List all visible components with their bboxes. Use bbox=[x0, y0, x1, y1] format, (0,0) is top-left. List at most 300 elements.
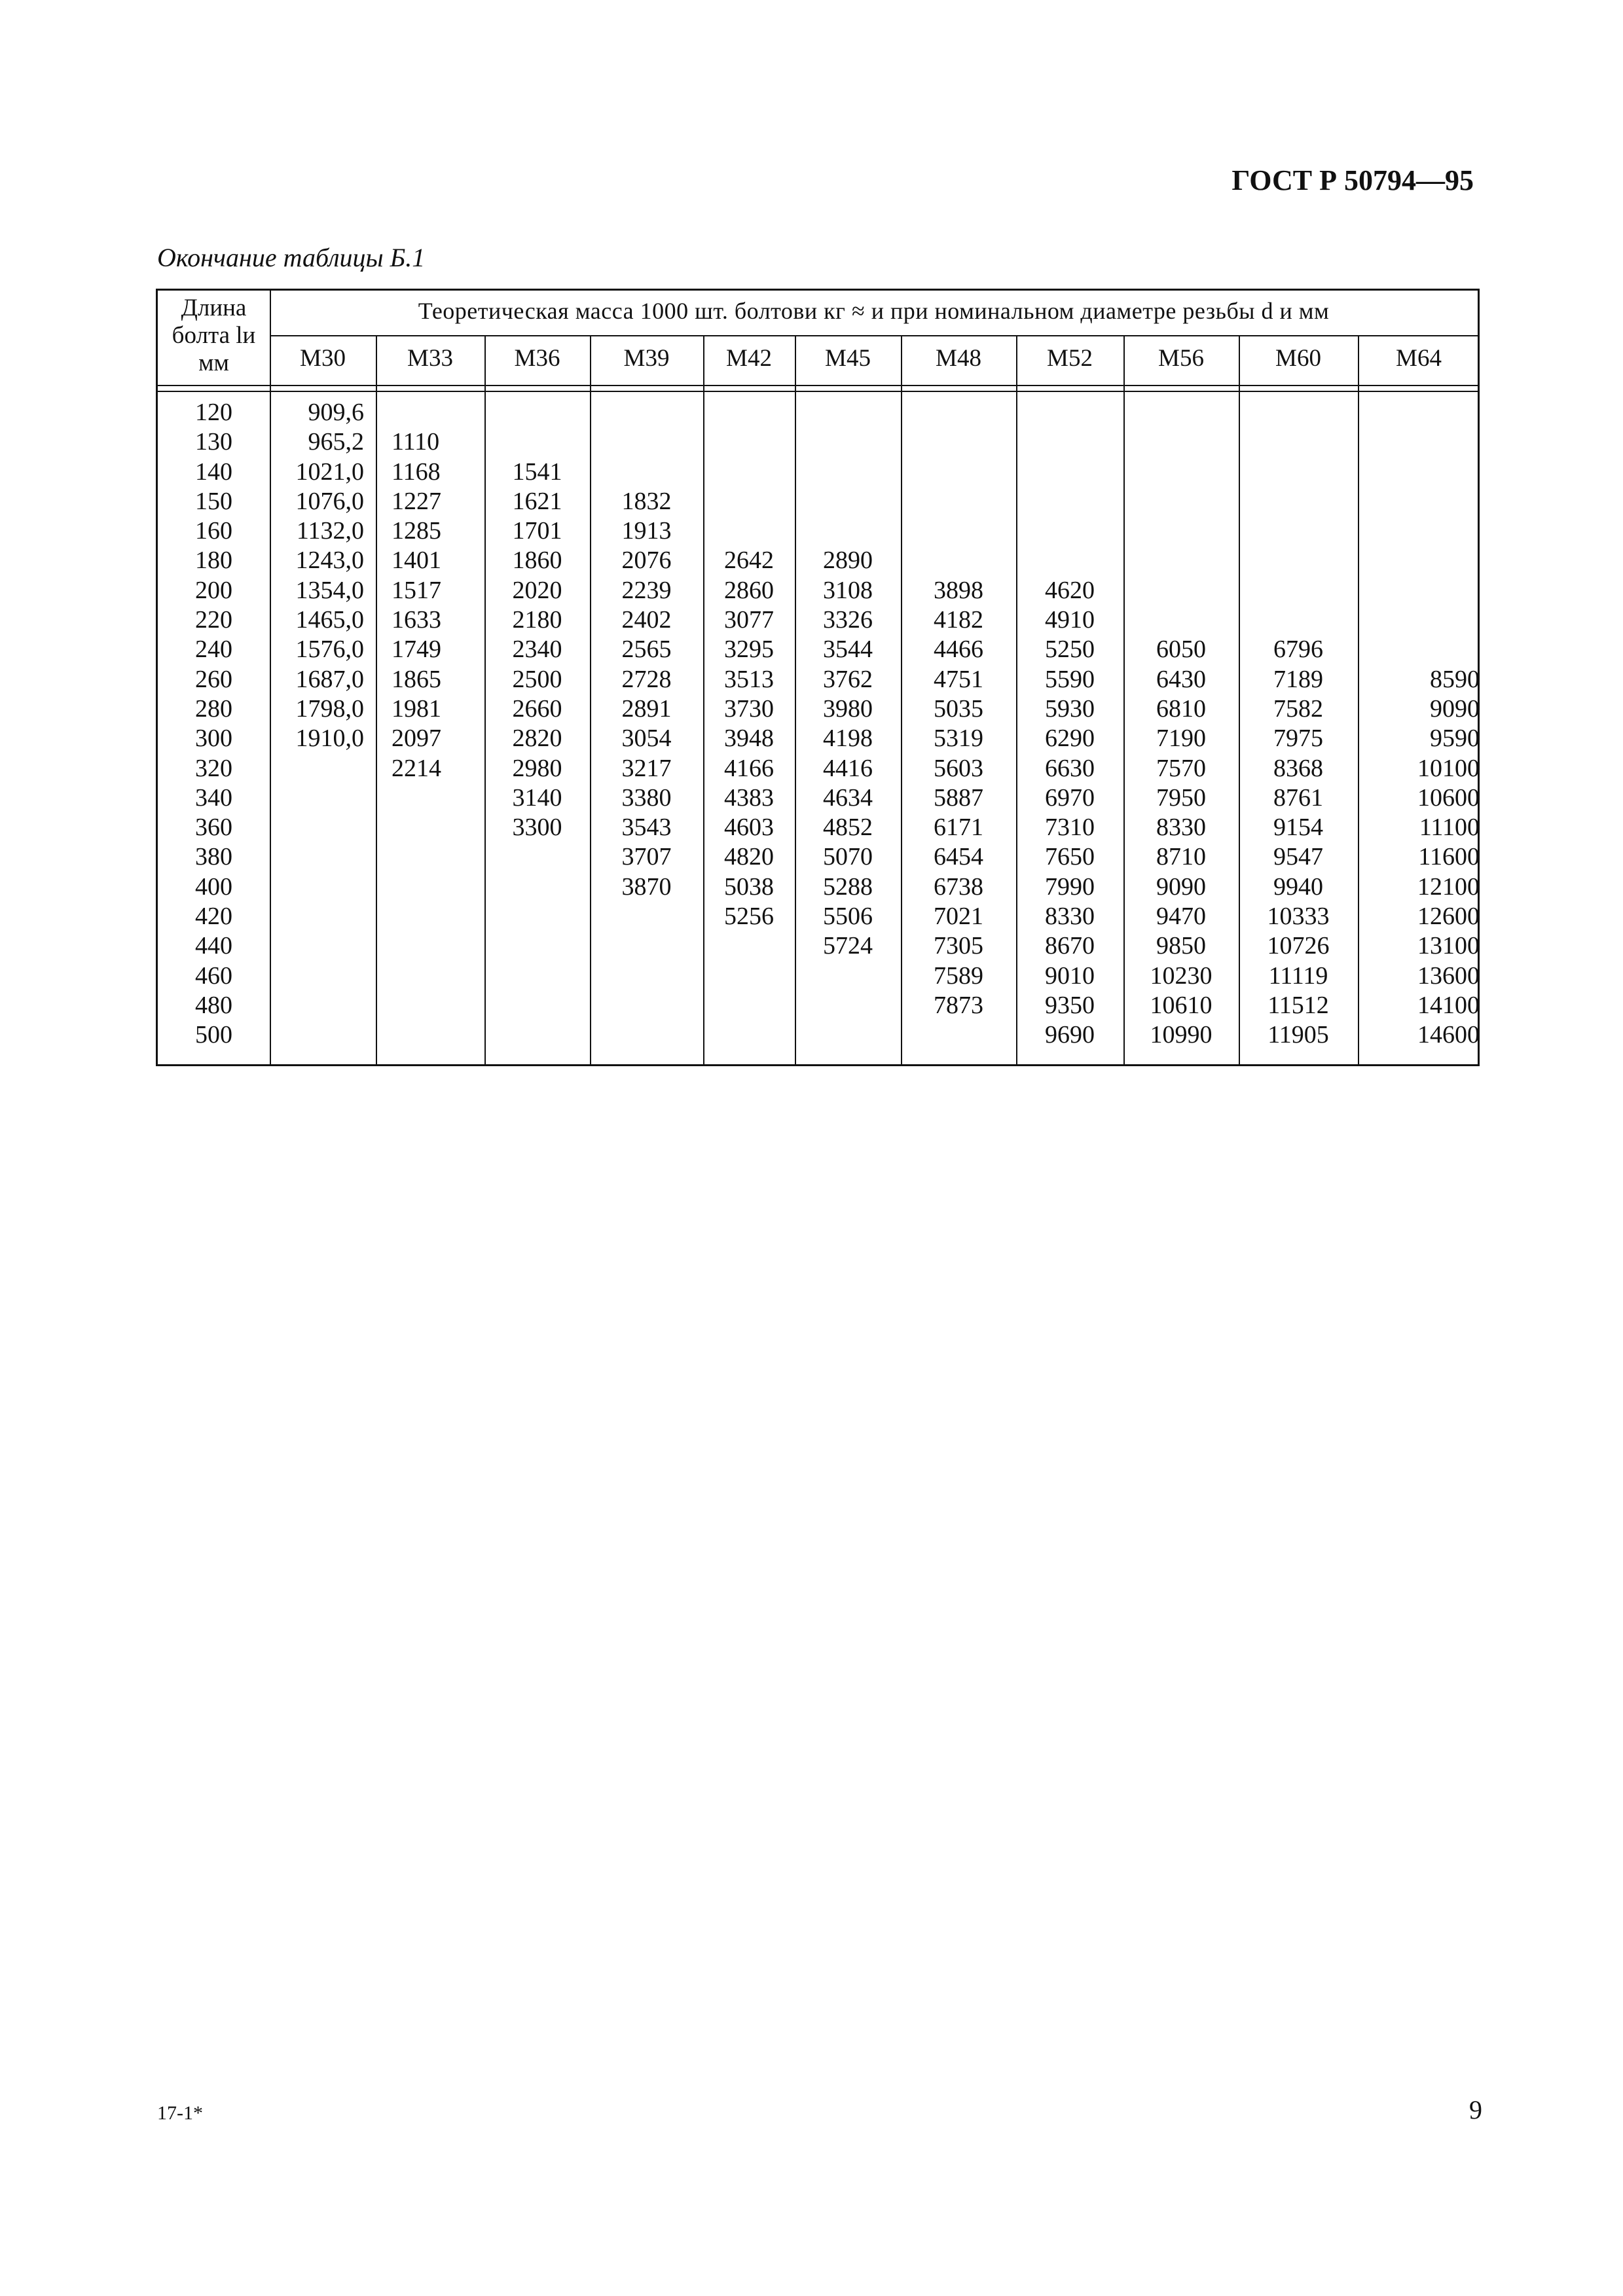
length-cell: 180 bbox=[195, 547, 232, 575]
header-bottom-rule bbox=[158, 385, 1478, 386]
mass-м45-cell: 5506 bbox=[823, 903, 873, 931]
mass-м30-cell bbox=[270, 1020, 364, 1050]
mass-column-m36 bbox=[484, 398, 590, 1050]
mass-м64-cell: 14100 bbox=[1417, 991, 1480, 1019]
mass-м56-cell: 6430 bbox=[1156, 665, 1206, 693]
mass-м36-cell: 1860 bbox=[512, 547, 562, 575]
mass-м64-cell bbox=[1358, 546, 1480, 575]
mass-м39-cell: 3870 bbox=[621, 872, 672, 901]
mass-м42-cell bbox=[703, 961, 795, 991]
col-header-m52: М52 bbox=[1047, 345, 1093, 372]
mass-м30-cell bbox=[270, 754, 364, 783]
length-cell: 130 bbox=[195, 428, 232, 456]
mass-м48-cell bbox=[901, 546, 1016, 575]
mass-м56-cell: 10230 bbox=[1150, 961, 1213, 990]
mass-м64-cell: 9590 bbox=[1430, 725, 1480, 753]
mass-м36-cell: 2020 bbox=[512, 576, 562, 604]
mass-м60-cell bbox=[1239, 398, 1358, 427]
mass-column-m42 bbox=[703, 398, 795, 1050]
mass-м45-cell: 5724 bbox=[823, 932, 873, 960]
mass-м39-cell: 1913 bbox=[621, 517, 672, 545]
mass-м52-cell: 4620 bbox=[1045, 576, 1095, 604]
mass-м52-cell bbox=[1016, 457, 1123, 487]
mass-column-m64 bbox=[1358, 398, 1491, 1050]
mass-м48-cell: 5035 bbox=[934, 694, 983, 723]
mass-м64-cell bbox=[1358, 576, 1480, 605]
length-column bbox=[158, 398, 270, 1050]
mass-м56-cell: 10610 bbox=[1150, 991, 1213, 1019]
mass-м42-cell bbox=[703, 457, 795, 487]
mass-м30-cell bbox=[270, 931, 364, 961]
mass-м42-cell: 3077 bbox=[724, 606, 774, 634]
mass-м36-cell bbox=[484, 991, 590, 1020]
mass-м48-cell: 7305 bbox=[934, 932, 983, 960]
mass-м39-cell: 3217 bbox=[621, 754, 672, 782]
mass-м52-cell: 7310 bbox=[1045, 814, 1095, 842]
mass-м30-cell: 1798,0 bbox=[295, 694, 364, 723]
mass-м39-cell bbox=[590, 931, 703, 961]
mass-table bbox=[156, 289, 1480, 1066]
mass-м42-cell: 5038 bbox=[724, 872, 774, 901]
mass-м39-cell: 2891 bbox=[621, 694, 672, 723]
mass-м52-cell: 7650 bbox=[1045, 843, 1095, 871]
mass-column-m39 bbox=[590, 398, 703, 1050]
mass-м36-cell: 2980 bbox=[512, 754, 562, 782]
mass-м56-cell: 6050 bbox=[1156, 636, 1206, 664]
page-number: 9 bbox=[1469, 2095, 1482, 2125]
mass-м39-cell: 2239 bbox=[621, 576, 672, 604]
mass-м56-cell bbox=[1123, 605, 1239, 635]
col-header-m36: М36 bbox=[514, 345, 560, 372]
mass-м45-cell bbox=[795, 427, 901, 457]
mass-м52-cell: 4910 bbox=[1045, 606, 1095, 634]
mass-м36-cell bbox=[484, 398, 590, 427]
mass-м56-cell bbox=[1123, 487, 1239, 516]
mass-м30-cell bbox=[270, 961, 364, 991]
mass-м60-cell: 9547 bbox=[1273, 843, 1323, 871]
mass-м39-cell: 2402 bbox=[621, 606, 672, 634]
mass-м52-cell: 9010 bbox=[1045, 961, 1095, 990]
mass-м60-cell bbox=[1239, 457, 1358, 487]
mass-м33-cell: 1227 bbox=[392, 487, 441, 515]
mass-м56-cell: 9090 bbox=[1156, 872, 1206, 901]
mass-м48-cell: 6454 bbox=[934, 843, 983, 871]
mass-column-m45 bbox=[795, 398, 901, 1050]
length-cell: 480 bbox=[195, 991, 232, 1019]
mass-м36-cell: 2660 bbox=[512, 694, 562, 723]
mass-м52-cell bbox=[1016, 427, 1123, 457]
length-cell: 160 bbox=[195, 517, 232, 545]
mass-м48-cell: 4182 bbox=[934, 606, 983, 634]
mass-м56-cell: 8330 bbox=[1156, 814, 1206, 842]
corner-header-line-1: Длина bbox=[181, 295, 247, 321]
mass-м45-cell bbox=[795, 961, 901, 991]
mass-м64-cell bbox=[1358, 487, 1480, 516]
mass-м45-cell: 4416 bbox=[823, 754, 873, 782]
mass-м42-cell: 3295 bbox=[724, 636, 774, 664]
mass-м64-cell bbox=[1358, 398, 1480, 427]
mass-м30-cell: 1576,0 bbox=[295, 636, 364, 664]
mass-м60-cell bbox=[1239, 576, 1358, 605]
mass-м39-cell: 3054 bbox=[621, 725, 672, 753]
col-header-m42: М42 bbox=[726, 345, 772, 372]
mass-м36-cell: 3140 bbox=[512, 783, 562, 812]
mass-м60-cell: 10726 bbox=[1267, 932, 1330, 960]
mass-м52-cell: 5250 bbox=[1045, 636, 1095, 664]
length-cell: 150 bbox=[195, 487, 232, 515]
mass-м64-cell: 12600 bbox=[1417, 903, 1480, 931]
mass-м42-cell: 4166 bbox=[724, 754, 774, 782]
mass-м42-cell: 5256 bbox=[724, 903, 774, 931]
mass-м39-cell: 3543 bbox=[621, 814, 672, 842]
corner-header-line-3: мм bbox=[198, 350, 229, 376]
print-mark: 17-1* bbox=[157, 2102, 203, 2124]
mass-м45-cell bbox=[795, 457, 901, 487]
mass-м48-cell bbox=[901, 398, 1016, 427]
mass-м45-cell: 5288 bbox=[823, 872, 873, 901]
col-header-m30: М30 bbox=[300, 345, 346, 372]
mass-м64-cell: 11600 bbox=[1418, 843, 1480, 871]
mass-м45-cell: 2890 bbox=[823, 547, 873, 575]
corner-header bbox=[158, 295, 270, 377]
mass-м60-cell: 11905 bbox=[1267, 1021, 1329, 1049]
mass-м64-cell: 13100 bbox=[1417, 932, 1480, 960]
mass-м52-cell: 5590 bbox=[1045, 665, 1095, 693]
mass-м56-cell: 7570 bbox=[1156, 754, 1206, 782]
mass-м56-cell bbox=[1123, 398, 1239, 427]
mass-м30-cell bbox=[270, 991, 364, 1020]
mass-м64-cell: 10100 bbox=[1417, 754, 1480, 782]
mass-м45-cell: 4198 bbox=[823, 725, 873, 753]
mass-м30-cell: 965,2 bbox=[308, 428, 364, 456]
mass-м36-cell bbox=[484, 902, 590, 931]
mass-м42-cell: 3948 bbox=[724, 725, 774, 753]
mass-м33-cell: 1401 bbox=[392, 547, 441, 575]
mass-м52-cell: 6970 bbox=[1045, 783, 1095, 812]
length-cell: 340 bbox=[195, 783, 232, 812]
mass-м48-cell: 5603 bbox=[934, 754, 983, 782]
mass-column-m56 bbox=[1123, 398, 1239, 1050]
mass-м60-cell bbox=[1239, 427, 1358, 457]
mass-column-m30 bbox=[270, 398, 376, 1050]
mass-м42-cell bbox=[703, 487, 795, 516]
mass-м64-cell: 13600 bbox=[1417, 961, 1480, 990]
mass-м60-cell: 10333 bbox=[1267, 903, 1330, 931]
mass-м30-cell: 1243,0 bbox=[295, 547, 364, 575]
mass-м39-cell bbox=[590, 961, 703, 991]
mass-м60-cell: 8761 bbox=[1273, 783, 1323, 812]
mass-м33-cell: 2097 bbox=[392, 725, 441, 753]
mass-м36-cell: 2500 bbox=[512, 665, 562, 693]
mass-м39-cell bbox=[590, 427, 703, 457]
length-cell: 500 bbox=[195, 1021, 232, 1049]
mass-м45-cell bbox=[795, 487, 901, 516]
mass-м64-cell bbox=[1358, 605, 1480, 635]
mass-м56-cell bbox=[1123, 546, 1239, 575]
header-divider bbox=[270, 335, 1478, 336]
mass-м33-cell: 1285 bbox=[392, 517, 441, 545]
mass-м56-cell: 9470 bbox=[1156, 903, 1206, 931]
mass-м30-cell: 1910,0 bbox=[295, 725, 364, 753]
mass-м42-cell: 4820 bbox=[724, 843, 774, 871]
mass-м60-cell: 6796 bbox=[1273, 636, 1323, 664]
mass-м39-cell: 2565 bbox=[621, 636, 672, 664]
length-cell: 420 bbox=[195, 903, 232, 931]
mass-м42-cell: 2860 bbox=[724, 576, 774, 604]
mass-м45-cell: 4634 bbox=[823, 783, 873, 812]
mass-м45-cell: 3326 bbox=[823, 606, 873, 634]
mass-м36-cell bbox=[484, 427, 590, 457]
mass-м60-cell: 9940 bbox=[1273, 872, 1323, 901]
mass-м48-cell: 7873 bbox=[934, 991, 983, 1019]
mass-м52-cell: 8330 bbox=[1045, 903, 1095, 931]
mass-м60-cell bbox=[1239, 516, 1358, 546]
mass-м30-cell bbox=[270, 902, 364, 931]
mass-м52-cell: 5930 bbox=[1045, 694, 1095, 723]
mass-м48-cell: 6171 bbox=[934, 814, 983, 842]
mass-м39-cell bbox=[590, 457, 703, 487]
mass-м64-cell: 10600 bbox=[1417, 783, 1480, 812]
mass-м33-cell bbox=[392, 398, 484, 427]
mass-м45-cell: 4852 bbox=[823, 814, 873, 842]
mass-м42-cell: 2642 bbox=[724, 547, 774, 575]
mass-м30-cell: 1465,0 bbox=[295, 606, 364, 634]
mass-м48-cell bbox=[901, 516, 1016, 546]
mass-м30-cell: 1021,0 bbox=[295, 457, 364, 486]
length-cell: 440 bbox=[195, 932, 232, 960]
mass-м33-cell: 1110 bbox=[392, 428, 440, 456]
mass-м48-cell: 3898 bbox=[934, 576, 983, 604]
mass-м52-cell: 6630 bbox=[1045, 754, 1095, 782]
length-cell: 220 bbox=[195, 606, 232, 634]
mass-м33-cell bbox=[392, 783, 484, 813]
length-cell: 400 bbox=[195, 872, 232, 901]
mass-м36-cell bbox=[484, 842, 590, 872]
mass-м42-cell bbox=[703, 931, 795, 961]
mass-м45-cell: 3108 bbox=[823, 576, 873, 604]
mass-м30-cell: 1076,0 bbox=[295, 487, 364, 515]
mass-column-m60 bbox=[1239, 398, 1358, 1050]
mass-м33-cell: 1749 bbox=[392, 636, 441, 664]
mass-м56-cell: 10990 bbox=[1150, 1021, 1213, 1049]
mass-м33-cell bbox=[392, 991, 484, 1020]
length-cell: 280 bbox=[195, 694, 232, 723]
header-bottom-rule-double bbox=[158, 391, 1478, 392]
mass-м64-cell: 9090 bbox=[1430, 694, 1480, 723]
mass-м56-cell: 7190 bbox=[1156, 725, 1206, 753]
mass-м60-cell: 11119 bbox=[1268, 961, 1328, 990]
mass-м52-cell bbox=[1016, 487, 1123, 516]
col-header-m56: М56 bbox=[1158, 345, 1204, 372]
mass-м48-cell: 6738 bbox=[934, 872, 983, 901]
mass-м52-cell bbox=[1016, 546, 1123, 575]
length-cell: 120 bbox=[195, 399, 232, 426]
mass-м42-cell bbox=[703, 991, 795, 1020]
mass-м48-cell: 4466 bbox=[934, 636, 983, 664]
mass-м36-cell bbox=[484, 1020, 590, 1050]
mass-м60-cell bbox=[1239, 605, 1358, 635]
mass-м33-cell: 2214 bbox=[392, 754, 441, 782]
corner-header-line-2: болта lи bbox=[172, 322, 256, 349]
mass-м52-cell: 9690 bbox=[1045, 1021, 1095, 1049]
mass-м30-cell bbox=[270, 783, 364, 813]
mass-м36-cell bbox=[484, 931, 590, 961]
mass-м39-cell bbox=[590, 991, 703, 1020]
mass-м30-cell bbox=[270, 842, 364, 872]
mass-м42-cell: 3730 bbox=[724, 694, 774, 723]
mass-м33-cell bbox=[392, 872, 484, 902]
mass-м64-cell: 14600 bbox=[1417, 1021, 1480, 1049]
mass-м42-cell bbox=[703, 1020, 795, 1050]
mass-м42-cell bbox=[703, 516, 795, 546]
mass-м30-cell bbox=[270, 872, 364, 902]
mass-м36-cell bbox=[484, 872, 590, 902]
mass-м42-cell bbox=[703, 398, 795, 427]
mass-м39-cell: 2076 bbox=[621, 547, 672, 575]
mass-м36-cell: 1541 bbox=[512, 457, 562, 486]
mass-м48-cell bbox=[901, 1020, 1016, 1050]
mass-м39-cell: 1832 bbox=[621, 487, 672, 515]
mass-м56-cell: 8710 bbox=[1156, 843, 1206, 871]
mass-м64-cell bbox=[1358, 427, 1480, 457]
col-header-m45: М45 bbox=[825, 345, 871, 372]
mass-м39-cell bbox=[590, 398, 703, 427]
mass-column-m48 bbox=[901, 398, 1016, 1050]
mass-м56-cell: 9850 bbox=[1156, 932, 1206, 960]
mass-м36-cell: 1701 bbox=[512, 517, 562, 545]
span-header: Теоретическая масса 1000 шт. болтови кг ≈ и при номинальном диаметре резьбы d и мм bbox=[418, 298, 1330, 324]
standard-code: ГОСТ Р 50794—95 bbox=[1231, 164, 1474, 196]
length-cell: 140 bbox=[195, 457, 232, 486]
mass-м36-cell: 3300 bbox=[512, 814, 562, 842]
mass-м48-cell bbox=[901, 487, 1016, 516]
mass-м30-cell: 1354,0 bbox=[295, 576, 364, 604]
mass-м52-cell: 6290 bbox=[1045, 725, 1095, 753]
mass-м42-cell: 4383 bbox=[724, 783, 774, 812]
mass-м45-cell bbox=[795, 991, 901, 1020]
mass-м33-cell bbox=[392, 961, 484, 991]
mass-м39-cell: 2728 bbox=[621, 665, 672, 693]
length-cell: 320 bbox=[195, 754, 232, 782]
mass-м52-cell: 9350 bbox=[1045, 991, 1095, 1019]
mass-м33-cell: 1633 bbox=[392, 606, 441, 634]
col-header-m64: М64 bbox=[1396, 345, 1442, 372]
length-cell: 360 bbox=[195, 814, 232, 842]
mass-м39-cell bbox=[590, 902, 703, 931]
length-cell: 240 bbox=[195, 636, 232, 664]
length-cell: 380 bbox=[195, 843, 232, 871]
col-header-m33: М33 bbox=[407, 345, 453, 372]
length-cell: 460 bbox=[195, 961, 232, 990]
mass-м56-cell: 6810 bbox=[1156, 694, 1206, 723]
mass-м33-cell: 1168 bbox=[392, 457, 441, 486]
mass-м36-cell: 2820 bbox=[512, 725, 562, 753]
mass-м33-cell: 1517 bbox=[392, 576, 441, 604]
mass-м33-cell bbox=[392, 1020, 484, 1050]
mass-м48-cell: 5887 bbox=[934, 783, 983, 812]
mass-м36-cell: 1621 bbox=[512, 487, 562, 515]
mass-м64-cell: 11100 bbox=[1419, 814, 1480, 842]
mass-м48-cell bbox=[901, 457, 1016, 487]
mass-м64-cell bbox=[1358, 457, 1480, 487]
mass-м45-cell bbox=[795, 1020, 901, 1050]
mass-м42-cell: 4603 bbox=[724, 814, 774, 842]
mass-м42-cell: 3513 bbox=[724, 665, 774, 693]
mass-м39-cell bbox=[590, 1020, 703, 1050]
length-cell: 200 bbox=[195, 576, 232, 604]
mass-м52-cell bbox=[1016, 398, 1123, 427]
mass-м30-cell: 909,6 bbox=[308, 399, 364, 426]
col-header-m60: М60 bbox=[1275, 345, 1321, 372]
mass-м56-cell bbox=[1123, 576, 1239, 605]
mass-м60-cell: 9154 bbox=[1273, 814, 1323, 842]
mass-м39-cell: 3380 bbox=[621, 783, 672, 812]
length-cell: 260 bbox=[195, 665, 232, 693]
mass-м64-cell bbox=[1358, 516, 1480, 546]
mass-м60-cell: 7189 bbox=[1273, 665, 1323, 693]
mass-м45-cell bbox=[795, 516, 901, 546]
table-caption: Окончание таблицы Б.1 bbox=[157, 243, 426, 272]
mass-м52-cell bbox=[1016, 516, 1123, 546]
mass-м48-cell bbox=[901, 427, 1016, 457]
mass-м33-cell bbox=[392, 902, 484, 931]
mass-м48-cell: 7021 bbox=[934, 903, 983, 931]
mass-м52-cell: 7990 bbox=[1045, 872, 1095, 901]
mass-м60-cell: 7582 bbox=[1273, 694, 1323, 723]
mass-м60-cell bbox=[1239, 487, 1358, 516]
mass-м45-cell: 3980 bbox=[823, 694, 873, 723]
mass-м60-cell: 7975 bbox=[1273, 725, 1323, 753]
mass-column-m52 bbox=[1016, 398, 1123, 1050]
mass-м64-cell bbox=[1358, 635, 1480, 664]
mass-м33-cell: 1865 bbox=[392, 665, 441, 693]
mass-м60-cell: 8368 bbox=[1273, 754, 1323, 782]
mass-м48-cell: 7589 bbox=[934, 961, 983, 990]
mass-м60-cell bbox=[1239, 546, 1358, 575]
col-rule-1 bbox=[376, 335, 377, 1064]
mass-м56-cell bbox=[1123, 457, 1239, 487]
mass-м33-cell bbox=[392, 842, 484, 872]
mass-м30-cell: 1132,0 bbox=[296, 517, 364, 545]
mass-м45-cell bbox=[795, 398, 901, 427]
mass-м52-cell: 8670 bbox=[1045, 932, 1095, 960]
mass-м33-cell: 1981 bbox=[392, 694, 441, 723]
mass-column-m33 bbox=[392, 398, 484, 1050]
mass-м48-cell: 5319 bbox=[934, 725, 983, 753]
mass-м36-cell: 2180 bbox=[512, 606, 562, 634]
mass-м64-cell: 12100 bbox=[1417, 872, 1480, 901]
mass-м56-cell: 7950 bbox=[1156, 783, 1206, 812]
mass-м48-cell: 4751 bbox=[934, 665, 983, 693]
mass-м42-cell bbox=[703, 427, 795, 457]
mass-м56-cell bbox=[1123, 427, 1239, 457]
mass-м39-cell: 3707 bbox=[621, 843, 672, 871]
mass-м33-cell bbox=[392, 813, 484, 842]
mass-м56-cell bbox=[1123, 516, 1239, 546]
mass-м33-cell bbox=[392, 931, 484, 961]
mass-м36-cell bbox=[484, 961, 590, 991]
col-header-m39: М39 bbox=[623, 345, 670, 372]
mass-м36-cell: 2340 bbox=[512, 636, 562, 664]
col-header-m48: М48 bbox=[936, 345, 981, 372]
length-cell: 300 bbox=[195, 725, 232, 753]
mass-м45-cell: 3762 bbox=[823, 665, 873, 693]
mass-м60-cell: 11512 bbox=[1267, 991, 1329, 1019]
mass-м45-cell: 3544 bbox=[823, 636, 873, 664]
mass-м30-cell bbox=[270, 813, 364, 842]
mass-м64-cell: 8590 bbox=[1430, 665, 1480, 693]
mass-м45-cell: 5070 bbox=[823, 843, 873, 871]
